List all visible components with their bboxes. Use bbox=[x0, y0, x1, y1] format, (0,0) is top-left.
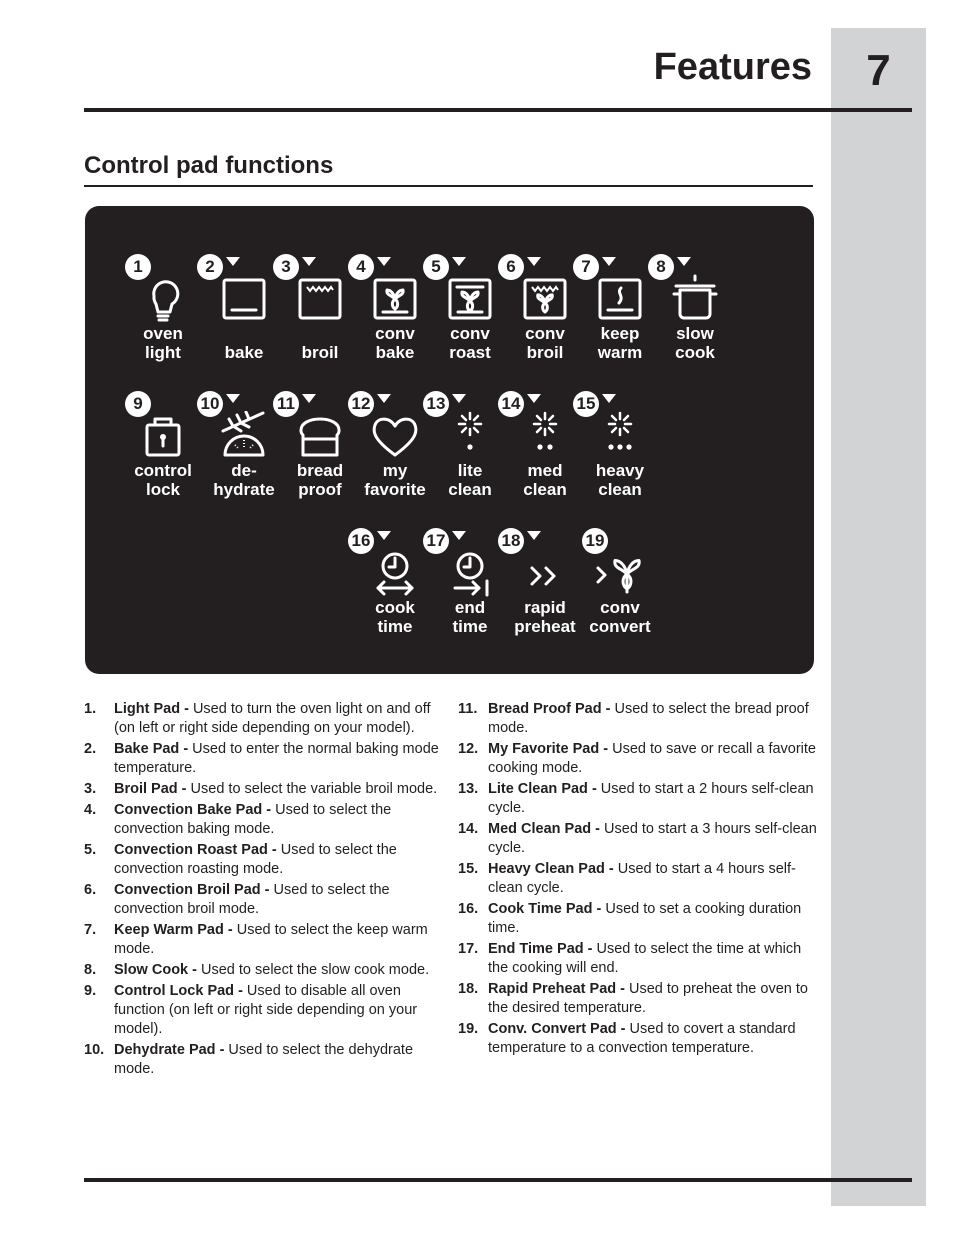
pad-label-line2: lock bbox=[145, 480, 181, 499]
description-number: 14. bbox=[458, 821, 479, 837]
pad-number: 8 bbox=[648, 254, 674, 280]
triangle-down-icon bbox=[527, 257, 541, 266]
pot-icon bbox=[670, 274, 720, 324]
description-text: Used to start a 3 hours self-clean cycle. bbox=[488, 821, 817, 856]
description-number: 18. bbox=[458, 981, 479, 997]
triangle-down-icon bbox=[602, 257, 616, 266]
description-number: 13. bbox=[458, 781, 479, 797]
description-text: Used to start a 2 hours self-clean cycle. bbox=[488, 781, 814, 816]
description-text: Used to select the keep warm mode. bbox=[114, 922, 428, 957]
description-name: Cook Time Pad - bbox=[488, 901, 602, 917]
rapid-preheat-icon bbox=[520, 548, 570, 598]
pad-number: 3 bbox=[273, 254, 299, 280]
pad-5[interactable] bbox=[430, 254, 510, 384]
keep-warm-icon bbox=[595, 274, 645, 324]
description-name: Convection Roast Pad - bbox=[114, 842, 277, 858]
bulb-icon bbox=[138, 274, 188, 324]
pad-label-line1: conv bbox=[525, 324, 565, 343]
description-text: Used to select the convection broil mode. bbox=[114, 882, 390, 917]
pad-label-line1: keep bbox=[600, 324, 640, 343]
description-number: 5. bbox=[84, 842, 97, 858]
description-text: Used to select the slow cook mode. bbox=[196, 962, 430, 978]
description-number: 2. bbox=[84, 741, 97, 757]
pad-13[interactable] bbox=[426, 391, 510, 521]
med-clean-icon bbox=[520, 411, 570, 461]
pad-label-line2: broil bbox=[301, 343, 339, 362]
pad-label-line2: time bbox=[452, 617, 488, 636]
description-name: Conv. Convert Pad - bbox=[488, 1021, 626, 1037]
description-text: Used to select the time at which the cooking will end. bbox=[488, 941, 802, 976]
description-name: Control Lock Pad - bbox=[114, 983, 243, 999]
pad-number: 14 bbox=[498, 391, 524, 417]
pad-4[interactable] bbox=[355, 254, 435, 384]
pad-label-line1: oven bbox=[143, 324, 183, 343]
description-item bbox=[84, 700, 446, 738]
pad-number: 18 bbox=[498, 528, 524, 554]
pad-label bbox=[568, 598, 672, 636]
pad-label bbox=[643, 324, 747, 362]
description-text: Used to covert a standard temperature to a convection temperature. bbox=[488, 1021, 796, 1056]
pad-10[interactable] bbox=[200, 391, 284, 521]
page-number: 7 bbox=[866, 46, 891, 95]
description-text: Used to set a cooking duration time. bbox=[488, 901, 802, 936]
conv-broil-icon bbox=[520, 274, 570, 324]
pad-label-line2: clean bbox=[598, 480, 642, 499]
description-item bbox=[458, 900, 820, 938]
section-title: Features bbox=[653, 46, 812, 88]
description-text: Used to turn the oven light on and off (on left or right side depending on your model). bbox=[114, 701, 431, 736]
pad-label-line2: light bbox=[145, 343, 181, 362]
description-name: Med Clean Pad - bbox=[488, 821, 600, 837]
description-item bbox=[84, 1041, 446, 1079]
conv-roast-icon bbox=[445, 274, 495, 324]
pad-9[interactable] bbox=[123, 391, 203, 521]
description-item bbox=[84, 801, 446, 839]
pad-12[interactable] bbox=[351, 391, 435, 521]
pad-label-line1: lite bbox=[457, 461, 483, 480]
description-item bbox=[84, 740, 446, 778]
triangle-down-icon bbox=[452, 531, 466, 540]
pad-3[interactable] bbox=[280, 254, 360, 384]
description-number: 3. bbox=[84, 781, 97, 797]
description-name: Light Pad - bbox=[114, 701, 189, 717]
description-name: Keep Warm Pad - bbox=[114, 922, 233, 938]
pad-1[interactable] bbox=[123, 254, 203, 384]
description-name: Bake Pad - bbox=[114, 741, 189, 757]
triangle-down-icon bbox=[527, 394, 541, 403]
pad-number: 13 bbox=[423, 391, 449, 417]
pad-number: 9 bbox=[125, 391, 151, 417]
subtitle-rule bbox=[84, 185, 813, 187]
description-item bbox=[84, 780, 446, 799]
pad-label-line1: bread bbox=[296, 461, 344, 480]
pad-label bbox=[568, 461, 672, 499]
pad-number: 1 bbox=[125, 254, 151, 280]
pad-label-line2: clean bbox=[523, 480, 567, 499]
triangle-down-icon bbox=[226, 394, 240, 403]
side-tab bbox=[831, 28, 926, 1206]
description-text: Used to select the convection roasting mode. bbox=[114, 842, 397, 877]
description-name: Dehydrate Pad - bbox=[114, 1042, 225, 1058]
description-name: Bread Proof Pad - bbox=[488, 701, 611, 717]
description-item bbox=[458, 780, 820, 818]
description-name: Rapid Preheat Pad - bbox=[488, 981, 625, 997]
pad-label-line1: de- bbox=[231, 461, 257, 480]
description-item bbox=[84, 841, 446, 879]
heart-icon bbox=[370, 411, 420, 461]
pad-label-line2: bake bbox=[224, 343, 264, 362]
pad-number: 2 bbox=[197, 254, 223, 280]
triangle-down-icon bbox=[677, 257, 691, 266]
pad-label-line1: slow bbox=[676, 324, 714, 343]
description-text: Used to save or recall a favorite cooking mode. bbox=[488, 741, 816, 776]
pad-number: 4 bbox=[348, 254, 374, 280]
end-time-icon bbox=[445, 548, 495, 598]
pad-18[interactable] bbox=[501, 528, 585, 658]
description-number: 9. bbox=[84, 983, 97, 999]
pad-label-line1: heavy bbox=[595, 461, 645, 480]
description-name: End Time Pad - bbox=[488, 941, 593, 957]
pad-label-line1: conv bbox=[450, 324, 490, 343]
description-name: Heavy Clean Pad - bbox=[488, 861, 614, 877]
description-number: 7. bbox=[84, 922, 97, 938]
pad-label-line1: conv bbox=[375, 324, 415, 343]
pad-label-line2: broil bbox=[526, 343, 564, 362]
control-panel bbox=[85, 206, 814, 674]
pad-number: 10 bbox=[197, 391, 223, 417]
pad-2[interactable] bbox=[204, 254, 284, 384]
description-number: 10. bbox=[84, 1042, 105, 1058]
cook-time-icon bbox=[370, 548, 420, 598]
pad-label-line1: conv bbox=[600, 598, 640, 617]
description-item bbox=[458, 740, 820, 778]
description-text: Used to enter the normal baking mode temperature. bbox=[114, 741, 439, 776]
pad-number: 5 bbox=[423, 254, 449, 280]
triangle-down-icon bbox=[527, 531, 541, 540]
pad-6[interactable] bbox=[505, 254, 585, 384]
pad-label-line1: cook bbox=[375, 598, 415, 617]
description-item bbox=[458, 820, 820, 858]
description-item bbox=[458, 940, 820, 978]
triangle-down-icon bbox=[226, 257, 240, 266]
pad-number: 11 bbox=[273, 391, 299, 417]
description-name: Slow Cook - bbox=[114, 962, 197, 978]
broil-icon bbox=[295, 274, 345, 324]
description-number: 1. bbox=[84, 701, 97, 717]
description-text: Used to select the dehydrate mode. bbox=[114, 1042, 414, 1077]
pad-number: 17 bbox=[423, 528, 449, 554]
triangle-down-icon bbox=[377, 394, 391, 403]
pad-label-line1: med bbox=[527, 461, 563, 480]
description-name: Convection Broil Pad - bbox=[114, 882, 270, 898]
description-number: 16. bbox=[458, 901, 479, 917]
description-number: 19. bbox=[458, 1021, 479, 1037]
pad-7[interactable] bbox=[580, 254, 660, 384]
conv-convert-icon bbox=[595, 548, 645, 598]
triangle-down-icon bbox=[602, 394, 616, 403]
conv-bake-icon bbox=[370, 274, 420, 324]
pad-label-line2: time bbox=[377, 617, 413, 636]
description-name: Broil Pad - bbox=[114, 781, 187, 797]
triangle-down-icon bbox=[377, 531, 391, 540]
pad-number: 16 bbox=[348, 528, 374, 554]
description-number: 4. bbox=[84, 802, 97, 818]
descriptions-left bbox=[84, 700, 446, 1081]
pad-label-line2: convert bbox=[589, 617, 651, 636]
pad-14[interactable] bbox=[501, 391, 585, 521]
description-item bbox=[84, 982, 446, 1039]
description-item bbox=[458, 980, 820, 1018]
description-name: Lite Clean Pad - bbox=[488, 781, 597, 797]
pad-label-line1: rapid bbox=[524, 598, 566, 617]
pad-19[interactable] bbox=[580, 528, 660, 658]
pad-number: 7 bbox=[573, 254, 599, 280]
descriptions-right bbox=[458, 700, 820, 1060]
description-text: Used to select the variable broil mode. bbox=[186, 781, 438, 797]
description-text: Used to select the bread proof mode. bbox=[488, 701, 809, 736]
triangle-down-icon bbox=[377, 257, 391, 266]
description-number: 12. bbox=[458, 741, 479, 757]
pad-label-line2: clean bbox=[448, 480, 492, 499]
pad-label-line2: proof bbox=[298, 480, 342, 499]
bake-icon bbox=[219, 274, 269, 324]
dehydrate-icon bbox=[219, 411, 269, 461]
heavy-clean-icon bbox=[595, 411, 645, 461]
pad-label-line2: preheat bbox=[514, 617, 576, 636]
triangle-down-icon bbox=[302, 257, 316, 266]
pad-label-line2: warm bbox=[597, 343, 643, 362]
pad-label-line1: control bbox=[134, 461, 192, 480]
pad-number: 15 bbox=[573, 391, 599, 417]
triangle-down-icon bbox=[452, 394, 466, 403]
description-number: 11. bbox=[458, 701, 478, 717]
description-text: Used to preheat the oven to the desired temperature. bbox=[488, 981, 808, 1016]
description-number: 17. bbox=[458, 941, 479, 957]
bread-icon bbox=[295, 411, 345, 461]
pad-8[interactable] bbox=[655, 254, 735, 384]
description-text: Used to select the convection baking mode. bbox=[114, 802, 392, 837]
lite-clean-icon bbox=[445, 411, 495, 461]
description-item bbox=[458, 1020, 820, 1058]
lock-icon bbox=[138, 411, 188, 461]
pad-15[interactable] bbox=[576, 391, 660, 521]
pad-label-line2: cook bbox=[675, 343, 715, 362]
pad-number: 12 bbox=[348, 391, 374, 417]
header-rule bbox=[84, 108, 912, 112]
description-item bbox=[84, 961, 446, 980]
description-name: Convection Bake Pad - bbox=[114, 802, 272, 818]
pad-number: 6 bbox=[498, 254, 524, 280]
pad-label-line2: roast bbox=[449, 343, 491, 362]
pad-label-line1: my bbox=[382, 461, 408, 480]
description-number: 8. bbox=[84, 962, 97, 978]
pad-17[interactable] bbox=[426, 528, 510, 658]
pad-16[interactable] bbox=[351, 528, 435, 658]
footer-rule bbox=[84, 1178, 912, 1182]
description-text: Used to start a 4 hours self-clean cycle. bbox=[488, 861, 796, 896]
pad-label-line1: end bbox=[454, 598, 486, 617]
triangle-down-icon bbox=[302, 394, 316, 403]
description-item bbox=[458, 700, 820, 738]
description-text: Used to disable all oven function (on left or right side depending on your model). bbox=[114, 983, 418, 1037]
description-item bbox=[458, 860, 820, 898]
description-item bbox=[84, 921, 446, 959]
pad-11[interactable] bbox=[277, 391, 360, 521]
description-item bbox=[84, 881, 446, 919]
description-number: 6. bbox=[84, 882, 97, 898]
triangle-down-icon bbox=[452, 257, 466, 266]
description-name: My Favorite Pad - bbox=[488, 741, 609, 757]
pad-label-line2: favorite bbox=[364, 480, 426, 499]
pad-number: 19 bbox=[582, 528, 608, 554]
pad-label-line2: bake bbox=[375, 343, 415, 362]
page-subtitle: Control pad functions bbox=[84, 152, 334, 179]
description-number: 15. bbox=[458, 861, 479, 877]
pad-label-line2: hydrate bbox=[213, 480, 275, 499]
